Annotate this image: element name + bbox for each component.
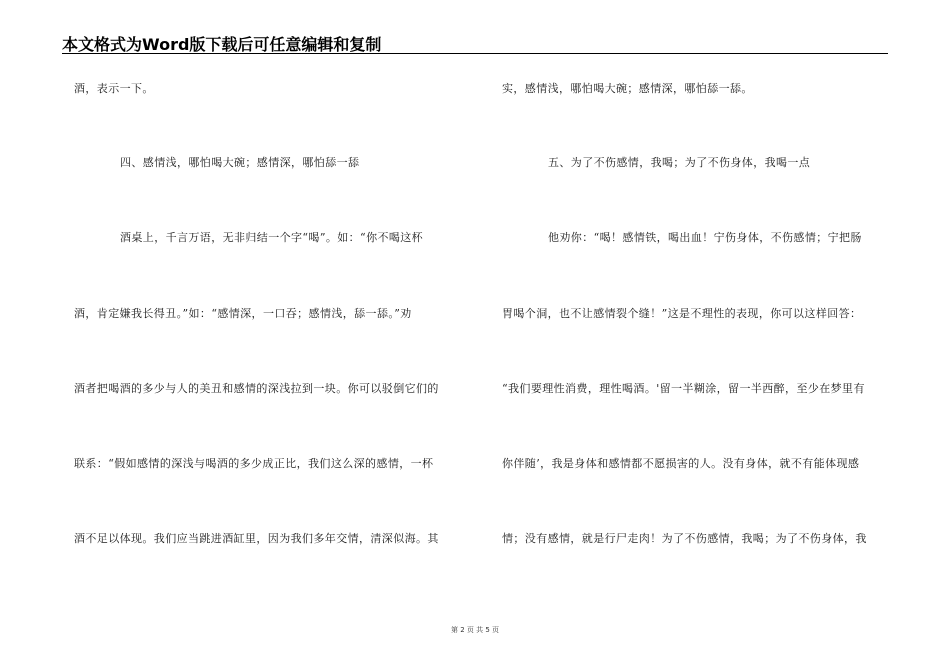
right-line-4: 胃喝个洞，也不让感情裂个缝！”这是不理性的表现，你可以这样回答：: [502, 307, 862, 320]
right-line-6: 你伴随’，我是身体和感情都不愿损害的人。没有身体，就不有能体现感: [502, 457, 860, 470]
right-line-7: 情；没有感情，就是行尸走肉！为了不伤感情，我喝；为了不伤身体，我: [502, 532, 867, 545]
right-line-3: 他劝你：“喝！感情铁，喝出血！宁伤身体，不伤感情；宁把肠: [548, 231, 862, 244]
left-line-5: 酒者把喝酒的多少与人的美丑和感情的深浅拉到一块。你可以驳倒它们的: [74, 382, 439, 395]
left-line-6: 联系：“假如感情的深浅与喝酒的多少成正比，我们这么深的感情，一杯: [74, 457, 434, 470]
right-section-heading: 五、为了不伤感情，我喝；为了不伤身体，我喝一点: [548, 156, 811, 169]
left-text-column: [74, 0, 466, 620]
page-number-footer: 第 2 页 共 5 页: [450, 626, 500, 634]
left-line-1: 酒，表示一下。: [74, 82, 154, 95]
right-text-column: [502, 0, 892, 620]
right-line-1: 实，感情浅，哪怕喝大碗；感情深，哪怕舔一舔。: [502, 82, 753, 95]
left-line-3: 酒桌上，千言万语，无非归结一个字“喝”。如：“你不喝这杯: [120, 231, 424, 244]
document-header-title: 本文格式为Word版下载后可任意编辑和复制: [62, 35, 382, 54]
left-line-7: 酒不足以体现。我们应当跳进酒缸里，因为我们多年交情，清深似海。其: [74, 532, 439, 545]
left-section-heading: 四、感情浅，哪怕喝大碗；感情深，哪怕舔一舔: [120, 156, 360, 169]
right-line-5: “我们要理性消费，理性喝酒。'留一半糊涂，留一半西醉，至少在梦里有: [502, 382, 865, 395]
left-line-4: 酒，肯定嫌我长得丑。”如：“感情深，一口吞；感情浅，舔一舔。”劝: [74, 307, 412, 320]
